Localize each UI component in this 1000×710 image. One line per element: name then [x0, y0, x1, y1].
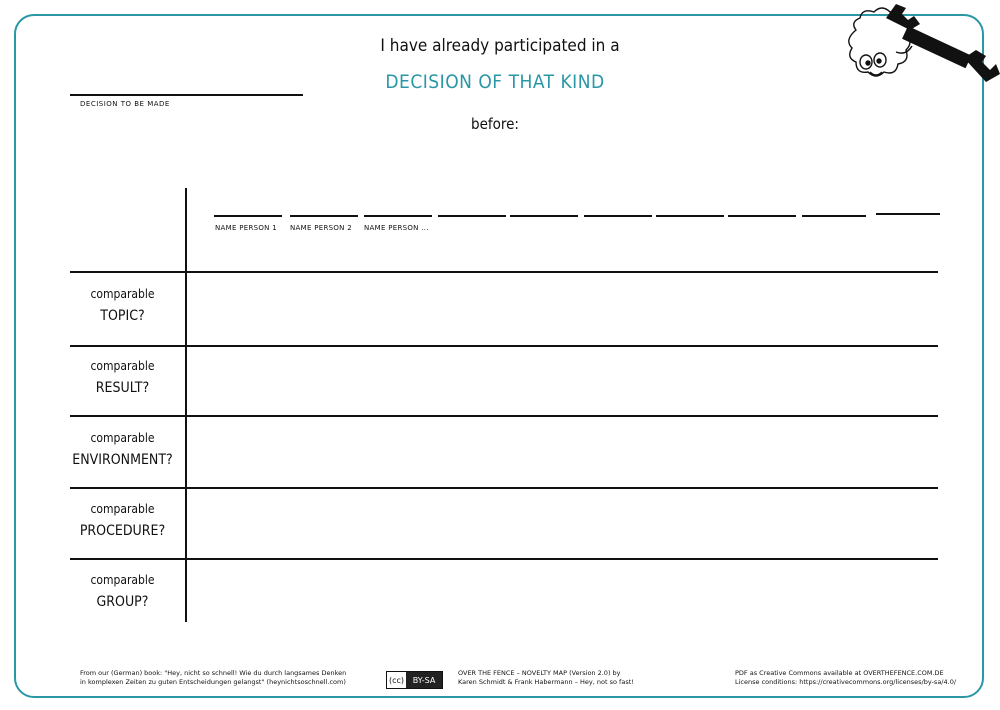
row-label-environment — [60, 427, 185, 471]
header-highlight: DECISION OF THAT KIND — [385, 71, 605, 93]
name-line-9[interactable] — [802, 215, 866, 217]
decision-label: DECISION TO BE MADE — [80, 100, 170, 108]
row-label-small: comparable — [90, 573, 155, 587]
row-label-small: comparable — [90, 431, 155, 445]
row-label-big: RESULT? — [95, 380, 150, 396]
name-line-4[interactable] — [438, 215, 506, 217]
header-line-3: before: — [471, 115, 519, 133]
header-line-1: I have already participated in a — [380, 36, 620, 56]
table-row-divider — [70, 345, 938, 347]
row-label-topic — [60, 283, 185, 327]
name-label-1: NAME PERSON 1 — [215, 224, 277, 232]
name-line-2[interactable] — [290, 215, 358, 217]
name-line-1[interactable] — [214, 215, 282, 217]
footer-mid-line-1: OVER THE FENCE – NOVELTY MAP (Version 2.0) by — [458, 669, 621, 677]
cc-license-badge — [386, 671, 443, 689]
row-label-group — [60, 569, 185, 613]
row-label-result — [60, 355, 185, 399]
row-label-small: comparable — [90, 287, 155, 301]
cc-badge-right: BY-SA — [406, 672, 442, 688]
footer-license — [735, 669, 985, 687]
table-row-divider — [70, 271, 938, 273]
footer-left-line-2: in komplexen Zeiten zu guten Entscheidungen gelangst" (heynichtsoschnell.com) — [80, 678, 346, 686]
row-label-procedure — [60, 498, 185, 542]
decision-input-line[interactable] — [70, 94, 303, 96]
footer-credits — [458, 669, 688, 687]
footer-left-line-1: From our (German) book: "Hey, nicht so schnell! Wie du durch langsames Denken — [80, 669, 347, 677]
row-label-big: GROUP? — [96, 594, 149, 610]
table-row-divider — [70, 487, 938, 489]
table-vertical-divider — [185, 188, 187, 622]
footer-mid-line-2: Karen Schmidt & Frank Habermann – Hey, not so fast! — [458, 678, 634, 686]
row-label-small: comparable — [90, 359, 155, 373]
footer-right-line-1: PDF as Creative Commons available at OVERTHEFENCE.COM.DE — [735, 669, 944, 677]
footer-book-note — [80, 669, 380, 687]
table-row-divider — [70, 415, 938, 417]
row-label-big: TOPIC? — [100, 308, 145, 324]
name-line-3[interactable] — [364, 215, 432, 217]
row-label-small: comparable — [90, 502, 155, 516]
name-label-3: NAME PERSON ... — [364, 224, 429, 232]
row-label-big: ENVIRONMENT? — [72, 452, 173, 468]
name-line-8[interactable] — [728, 215, 796, 217]
name-label-2: NAME PERSON 2 — [290, 224, 352, 232]
row-label-big: PROCEDURE? — [79, 523, 166, 539]
footer-right-line-2: License conditions: https://creativecommons.org/licenses/by-sa/4.0/ — [735, 678, 957, 686]
name-line-7[interactable] — [656, 215, 724, 217]
cc-badge-left: (cc) — [389, 675, 405, 685]
name-line-6[interactable] — [584, 215, 652, 217]
name-line-5[interactable] — [510, 215, 578, 217]
name-line-10[interactable] — [876, 213, 940, 215]
table-row-divider — [70, 558, 938, 560]
